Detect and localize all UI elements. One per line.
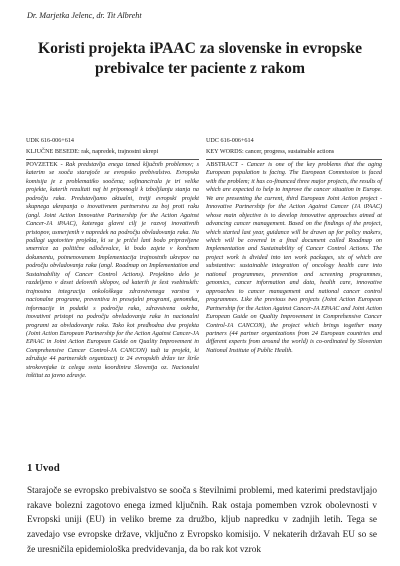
udc-code: UDC 616-006+614 bbox=[206, 138, 254, 144]
keywords: KLJUČNE BESEDE: rak, napredek, trajnostni ukrepi bbox=[26, 148, 199, 159]
keywords-en: KEY WORDS: cancer, progress, sustainable actions bbox=[206, 148, 382, 159]
abstract-body-en: Cancer is one of the key problems that the aging European population is facing. The European Commission is faced with the problem; it has co-financed three major projects, the results of which are expected to help to improve the cancer situation in Europe. We are presenting the current, third European Joint Action project - Innovative Partnership for the Action Against Cancer (JA iPAAC) whose main objective is to develop innovative approaches aimed at advancing cancer management. Based on the findings of the project, which started last year, guidance will be drawn up for policy makers, which will be covered in a final document called Roadmap on Implementation and Sustainability of Cancer Control Actions. The project work is divided into ten work packages, six of which are substantive: sustainable integration of oncology health care into national programmes, prevention and screening programmes, genomics, cancer information and data, health care, innovative approaches to cancer management and national cancer control programmes. Like the previous two projects (Joint Action European Partnership for the Action Against Cancer-JA EPAAC and Joint Action European Guide on Quality Improvement in Comprehensive Cancer Control-JA CANCON), the project which brings together many partners (44 partner organizations from 24 European countries and different experts from around the world) is co-ordinated by Slovenian National Institute of Public Health. bbox=[206, 161, 382, 354]
authors: Dr. Marjetka Jelenc, dr. Tit Albreht bbox=[27, 11, 142, 20]
abstract-text-en bbox=[206, 161, 382, 355]
abstract-body: Rak predstavlja enega izmed ključnih problemov; s katerim se sooča starajoče se evropsko prebivalstvo. Evropska komisija je z problematiko soočena; sofinancirala je tri velike projekte, katerih rezultati naj bi pripomogli k izboljšanju stanja na področju raka. Predstavljamo aktualni, tretji evropski projekt skupnega ukrepanja o inovativnem partnerstvu za boj proti raku (angl. Joint Action Innovative Partnership for the Action Against Cancer-JA iPAAC), katerega glavni cilj je razvoj inovativnih pristopov, usmerjenih v napredek na področju obvladovanja raka. Na podlagi ugotovitev projekta, ki se je pričel lani bodo pripravljene smernice za politične odločevalce, ki bodo zajete v končnem dokumentu, poimenovanem Implementacija trajnostnih ukrepov na področju obvladovanja raka (angl. Roadmap on Implementation and Sustainability of Cancer Control Actions). Projektno delo je razdeljeno v deset delovnih sklopov, od katerih je šest vsebinskih: trajnostna integracija onkološkega zdravstvenega varstva v nacionalne programe, preventiva in presejalni programi, genomika, informacije in podatki s področja raka, zdravstvena oskrba, inovativni pristopi na področju obvladovanja raka in nacionalni programi za obvladovanje raka. Tako kot predhodna dva projekta (Joint Action European Partnership for the Action Against Cancer-JA EPAAC in Joint Action European Guide on Quality Improvement in Comprehensive Cancer Control-JA CANCON) tudi ta projekt, ki združuje 44 partnerskih organizacij iz 24 evropskih držav ter širše strokovnjake iz celega sveta koordinira Slovenija oz. Nacionalni inštitut za javno zdravje. bbox=[26, 161, 199, 380]
abstract-column-slovene bbox=[26, 137, 199, 381]
abstract-lead: POVZETEK - bbox=[26, 161, 66, 168]
article-title: Koristi projekta iPAAC za slovenske in evropske prebivalce ter paciente z rakom bbox=[38, 40, 362, 77]
section-text: Starajoče se evropsko prebivalstvo se sooča s številnimi problemi, med katerimi predstavljajo rakave bolezni zagotovo enega izmed ključnih. Rak ostaja pomemben vzrok obolevnosti v Evropski uniji (EU) in veliko breme za družbo, kljub napredku v zadnjih letih. Tega se zavedajo vse evropske države, vključno z Evropsko komisijo. V nekaterih državah EU so se že uresničila epidemiološka predvidevanja, da bo rak kot vzrok bbox=[27, 486, 377, 555]
udk-code: UDK 616-006+614 bbox=[26, 138, 74, 144]
abstract-text bbox=[26, 161, 199, 381]
section-heading: 1 Uvod bbox=[27, 462, 60, 474]
abstract-lead-en: ABSTRACT - bbox=[206, 161, 247, 168]
abstract-column-english bbox=[206, 137, 382, 355]
